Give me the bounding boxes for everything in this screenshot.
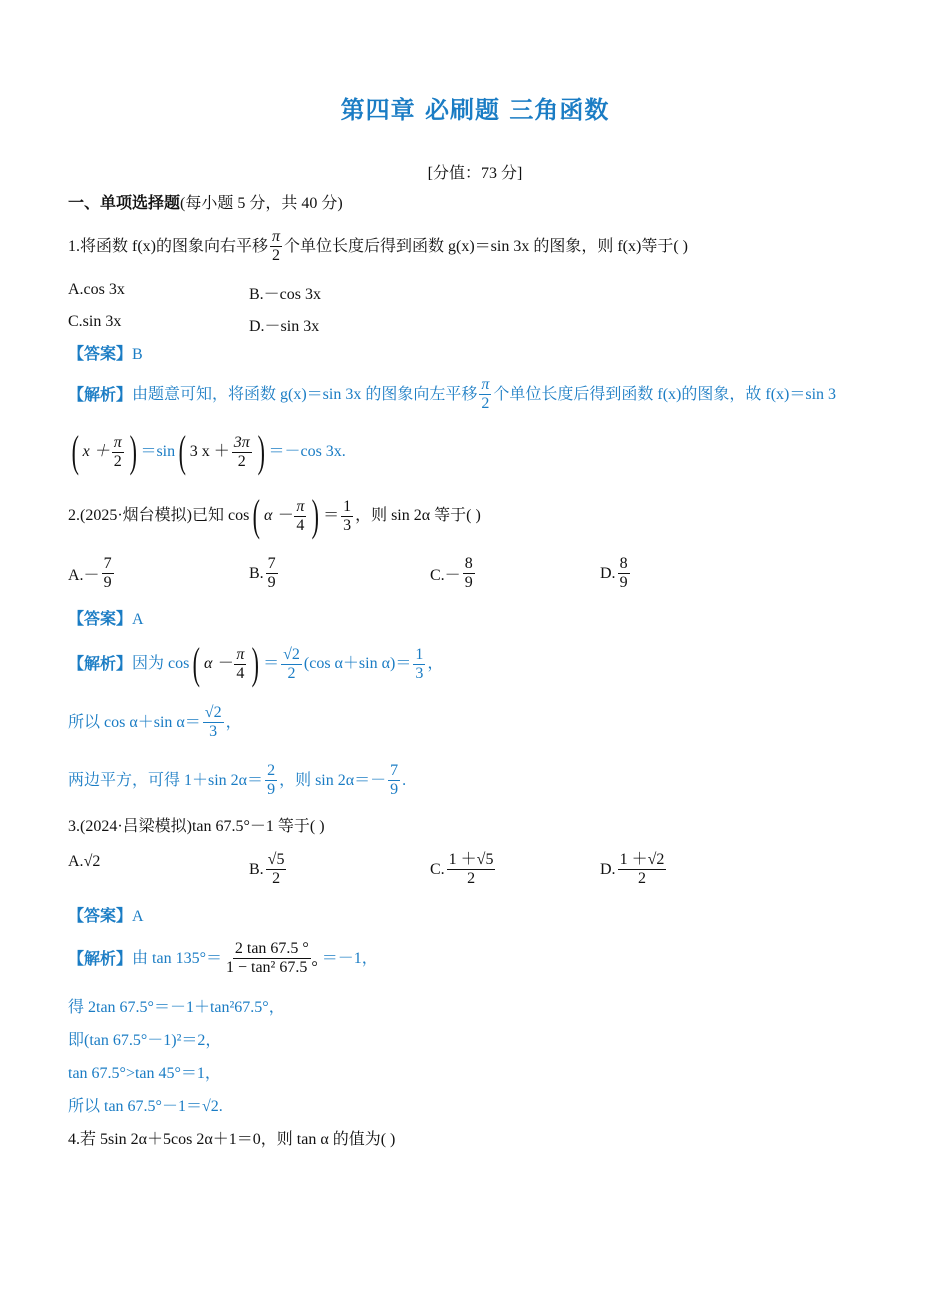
score-info: [分值：73 分] [427,165,523,182]
q2-analysis-line2 [68,704,242,741]
q2-a1-rhs [413,646,425,683]
frac-den: 9 [103,574,112,591]
frac-den: 2 [481,395,490,412]
q2-inner: α － [263,507,293,524]
q3-analysis-line2: 得 2tan 67.5°＝－1＋tan²67.5°， [68,999,285,1016]
answer-tag: 【答案】 [68,344,133,363]
section-label: 一、单项选择题 [68,193,181,212]
q1-option-a[interactable]: A.cos 3x [68,281,125,298]
q2-a3-frac [265,762,277,799]
frac-den: 9 [390,781,399,798]
frac-num: 7 [267,555,276,572]
option-label: C. [430,860,445,878]
q1-analysis-line2 [68,427,346,476]
q2-a1-pre: 因为 cos [132,655,190,672]
q3-option-d[interactable] [600,851,668,888]
q1-analysis-line1 [68,376,836,413]
q1-analysis-fraction [479,376,491,413]
q3-analysis-line3: 即(tan 67.5°－1)²＝2， [68,1032,222,1049]
frac-num: √2 [283,645,300,663]
q2-option-a[interactable] [68,555,116,592]
q2-text-post: ，则 sin 2α 等于( ) [355,507,481,524]
q1-l2-frac2 [232,434,252,471]
answer-value: B [132,346,143,363]
frac-num: 3π [233,433,250,451]
question-2-stem [68,491,481,540]
frac-den: 3 [415,664,424,682]
q1-l2-b: ＝sin [140,443,176,460]
q1-text-post: 个单位长度后得到函数 g(x)＝sin 3x 的图象，则 f(x)等于( ) [284,237,688,255]
frac-den: 3 [343,516,352,534]
q2-rhs [341,498,353,535]
q1-l2-frac [112,434,124,471]
question-1-stem [68,228,688,265]
q3-option-a[interactable] [68,853,100,871]
q2-analysis-line3 [68,762,406,799]
frac-den: 2 [272,870,281,887]
q2-a1-eq: ＝ [263,655,280,672]
q3-option-c[interactable] [430,851,497,888]
option-frac [447,851,496,888]
option-label: B. [249,564,264,582]
question-4-stem: 4.若 5sin 2α＋5cos 2α＋1＝0，则 tan α 的值为( ) [68,1131,396,1148]
q3-a1-frac [224,940,320,977]
paren-right: ) [252,639,260,688]
q2-a1-inner: α － [204,655,233,672]
option-frac [266,555,278,592]
frac-den: 2 [113,452,122,470]
q2-a3-frac2 [388,762,400,799]
q1-fraction [270,228,282,265]
frac-den: 9 [267,781,276,798]
page-title: 第四章 必刷题 三角函数 [340,96,610,124]
q2-frac [294,498,306,535]
frac-num: 1 ＋√2 [619,851,665,868]
q3-analysis-line4: tan 67.5°>tan 45°＝1， [68,1065,221,1082]
q2-a1-mid: (cos α＋sin α)＝ [303,655,412,672]
q2-a3-mid: ，则 sin 2α＝－ [279,771,387,789]
q1-answer [68,344,143,365]
analysis-tag: 【解析】 [68,654,133,673]
frac-num: π [113,433,122,451]
frac-den: 2 [467,870,476,887]
analysis-tag: 【解析】 [68,948,133,968]
q2-a1-end: ， [427,655,444,672]
frac-den: 4 [236,664,245,682]
frac-den: 1 − tan² 67.5 ° [225,959,318,976]
frac-num: 1 ＋√5 [448,851,494,868]
q3-a1-post: ＝－1， [321,949,378,967]
frac-den: 2 [637,870,646,887]
paren-left: ( [71,427,79,476]
q1-option-b[interactable]: B.－cos 3x [249,286,322,303]
q1-analysis-post: 个单位长度后得到函数 f(x)的图象，故 f(x)＝sin 3 [493,385,837,403]
q1-option-c[interactable]: C.sin 3x [68,313,122,330]
q1-analysis-pre: 由题意可知，将函数 g(x)＝sin 3x 的图象向左平移 [132,385,478,403]
q1-l2-d: ＝－cos 3x. [268,443,346,460]
q3-analysis-line5: 所以 tan 67.5°－1＝√2. [68,1098,223,1115]
answer-value: A [132,611,144,628]
frac-num: 2 tan 67.5 ° [234,940,309,957]
answer-value: A [132,908,144,925]
option-frac [618,851,667,888]
q1-l2-a: x ＋ [82,443,110,460]
option-frac [102,555,114,592]
q2-a1-sqrt-frac [281,646,302,683]
option-label: D. [600,860,616,878]
q2-a3-pre: 两边平方，可得 1＋sin 2α＝ [68,771,264,789]
frac-den: 9 [267,574,276,591]
question-3-stem: 3.(2024·吕梁模拟)tan 67.5°－1 等于( ) [68,818,325,835]
q2-a2-end: ， [225,713,242,731]
q1-l2-c: 3 x ＋ [189,443,230,460]
q2-a2-frac [203,704,224,741]
frac-num: 1 [343,497,352,515]
q2-answer [68,609,144,630]
paren-left: ( [178,427,187,476]
frac-num: 2 [267,762,276,779]
analysis-tag: 【解析】 [68,384,133,404]
paren-right: ) [257,427,265,476]
option-label: A.－ [68,567,100,584]
option-frac [618,555,630,592]
paren-left: ( [252,491,261,540]
q3-a1-pre: 由 tan 135°＝ [132,949,222,967]
frac-num: π [481,376,490,393]
answer-tag: 【答案】 [68,609,133,628]
q1-frac-den: 2 [272,247,280,264]
option-label: A. [68,853,84,870]
frac-den: 9 [619,574,628,591]
q3-option-b[interactable] [249,851,288,888]
q2-a1-frac [234,646,246,683]
frac-num: 7 [390,762,399,779]
paren-left: ( [193,639,201,688]
q1-frac-num: π [272,228,281,245]
q3-answer [68,906,144,927]
q2-option-c[interactable] [430,555,477,592]
frac-num: π [296,497,305,515]
q2-option-b[interactable] [249,555,280,592]
q2-a2-pre: 所以 cos α＋sin α＝ [68,713,201,731]
frac-den: 2 [287,664,296,682]
answer-tag: 【答案】 [68,906,133,925]
q1-option-d[interactable]: D.－sin 3x [249,318,320,335]
option-label: B. [249,860,264,878]
frac-den: 4 [296,516,305,534]
frac-num: √5 [267,851,285,868]
frac-den: 9 [464,574,473,591]
option-value: √2 [83,853,101,870]
q2-eq: ＝ [323,507,340,524]
q3-analysis-line1 [68,940,378,977]
q2-text-pre: 2.(2025·烟台模拟)已知 cos [68,507,250,524]
frac-num: 7 [103,555,112,572]
frac-den: 2 [237,452,246,470]
q2-a3-end: . [402,771,407,789]
q2-option-d[interactable] [600,555,632,592]
frac-num: √2 [204,704,222,721]
q2-analysis-line1 [68,639,444,688]
frac-num: 8 [464,555,473,572]
section-note: (每小题 5 分，共 40 分) [180,195,343,212]
frac-den: 3 [209,723,218,740]
section-heading [68,190,343,213]
option-label: D. [600,564,616,582]
frac-num: 1 [415,645,424,663]
frac-num: π [236,645,245,663]
paren-right: ) [312,491,320,540]
option-frac [266,851,287,888]
option-label: C.－ [430,567,461,584]
option-frac [463,555,475,592]
q1-text-pre: 1.将函数 f(x)的图象向右平移 [68,237,268,255]
frac-num: 8 [619,555,628,572]
paren-right: ) [129,427,137,476]
